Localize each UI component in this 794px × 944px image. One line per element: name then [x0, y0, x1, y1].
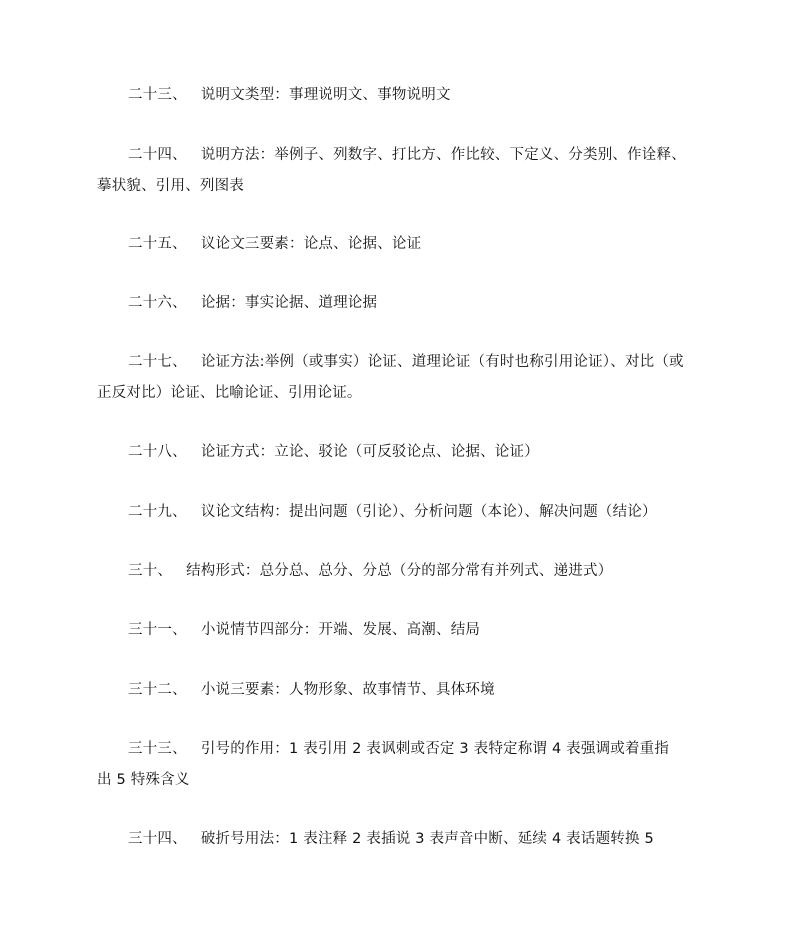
item-number: 三十三、: [128, 741, 187, 757]
item-number: 二十五、: [128, 236, 187, 252]
item-number: 二十六、: [128, 295, 187, 311]
item-number: 三十一、: [128, 622, 187, 638]
item-text: 小说三要素：人物形象、故事情节、具体环境: [200, 682, 495, 698]
list-item: [97, 229, 701, 260]
item-text: 破折号用法：1 表注释 2 表插说 3 表声音中断、延续 4 表话题转换 5: [200, 831, 654, 847]
list-item: [97, 437, 701, 468]
item-number: 二十九、: [128, 504, 187, 520]
item-text: 小说情节四部分：开端、发展、高潮、结局: [200, 622, 481, 638]
item-number: 三十、: [128, 563, 173, 579]
item-number: 二十三、: [128, 87, 187, 103]
item-text-continued: 出 5 特殊含义: [97, 772, 190, 788]
item-text: 说明方法：举例子、列数字、打比方、作比较、下定义、分类别、作诠释、: [200, 147, 686, 163]
item-text: 论证方式：立论、驳论（可反驳论点、论据、论证）: [200, 444, 539, 460]
item-number: 二十七、: [128, 354, 187, 370]
item-number: 三十二、: [128, 682, 187, 698]
list-item: [97, 80, 701, 111]
item-number: 三十四、: [128, 831, 187, 847]
list-item: [97, 615, 701, 646]
list-item: [97, 288, 701, 319]
list-item: [97, 556, 701, 587]
list-item: [97, 497, 701, 528]
item-text-continued: 正反对比）论证、比喻论证、引用论证。: [97, 385, 362, 401]
list-item: [97, 347, 701, 409]
item-text: 论据：事实论据、道理论据: [200, 295, 378, 311]
list-item: [97, 824, 701, 855]
item-text: 引号的作用：1 表引用 2 表讽刺或否定 3 表特定称谓 4 表强调或着重指: [200, 741, 670, 757]
list-item: [97, 675, 701, 706]
item-text: 说明文类型：事理说明文、事物说明文: [200, 87, 451, 103]
item-number: 二十四、: [128, 147, 187, 163]
item-text: 结构形式：总分总、总分、分总（分的部分常有并列式、递进式）: [186, 563, 613, 579]
list-item: [97, 140, 701, 202]
item-text-continued: 摹状貌、引用、列图表: [97, 178, 244, 194]
list-item: [97, 734, 701, 796]
item-number: 二十八、: [128, 444, 187, 460]
item-text: 议论文结构：提出问题（引论）、分析问题（本论）、解决问题（结论）: [200, 504, 657, 520]
item-text: 论证方法:举例（或事实）论证、道理论证（有时也称引用论证）、对比（或: [200, 354, 684, 370]
item-text: 议论文三要素：论点、论据、论证: [200, 236, 422, 252]
